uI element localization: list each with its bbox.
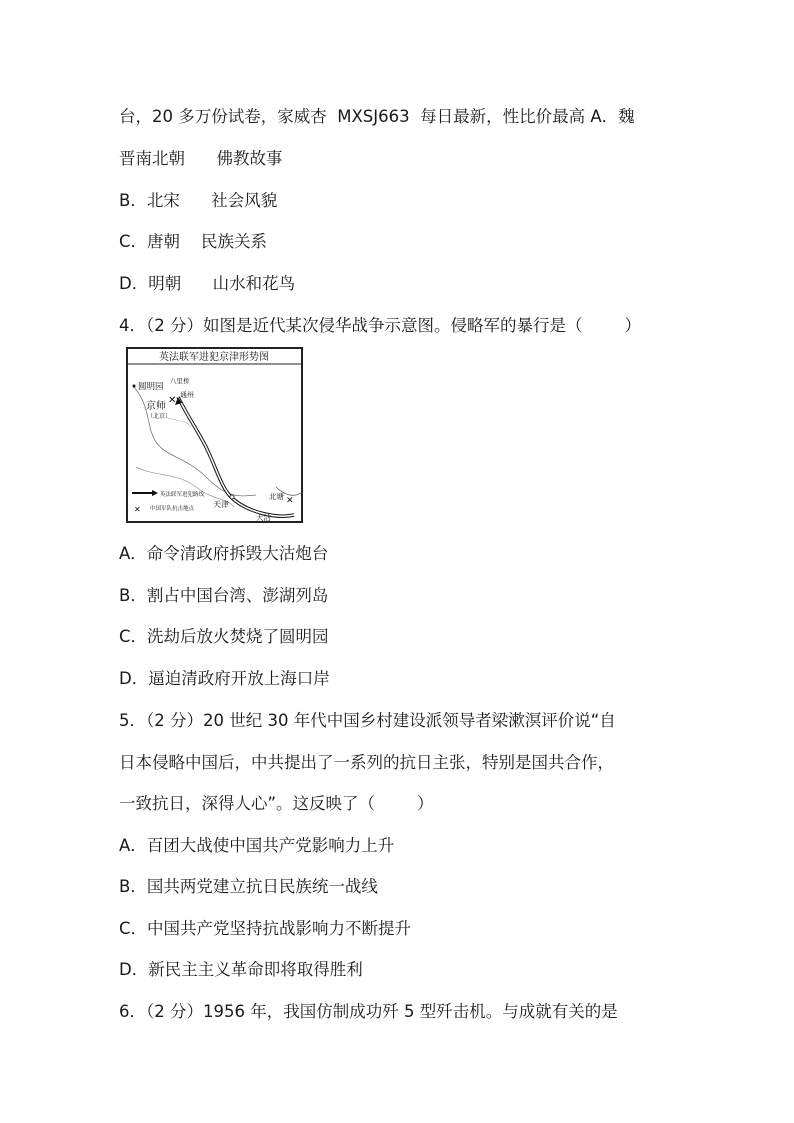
question-6-stem: 6．（2 分）1956 年，我国仿制成功歼 5 型歼击机。与成就有关的是: [119, 1002, 618, 1021]
question-5-stem-2: 日本侵略中国后，中共提出了一系列的抗日主张，特别是国共合作，: [119, 753, 614, 772]
option-c-q5: C．中国共产党坚持抗战影响力不断提升: [119, 919, 412, 938]
legend-resist-label: 中国军队抗击地点: [150, 506, 195, 512]
option-b-q5: B．国共两党建立抗日民族统一战线: [119, 877, 378, 896]
label-beijing-note: （北京）: [147, 413, 172, 420]
label-baliqiao: 八里桥: [170, 377, 190, 385]
map-title: 英法联军进犯京津形势图: [159, 352, 269, 363]
question-4-stem: 4．（2 分）如图是近代某次侵华战争示意图。侵略军的暴行是（ ）: [119, 316, 641, 335]
option-a-q4: A．命令清政府拆毁大沽炮台: [119, 544, 329, 563]
option-a-q5: A．百团大战使中国共产党影响力上升: [119, 836, 395, 855]
legend-route-label: 英法联军进犯路线: [160, 492, 205, 498]
battle-mark: ✕: [168, 395, 177, 406]
option-b-q4: B．割占中国台湾、澎湖列岛: [119, 586, 329, 605]
war-map-figure: [126, 347, 303, 523]
city-dot: [230, 495, 234, 499]
label-beitang: 北塘: [269, 492, 284, 501]
label-tianjin: 天津: [213, 500, 229, 509]
option-d-q3: D．明朝 山水和花鸟: [119, 274, 296, 293]
city-dot: [133, 385, 136, 388]
label-dagu: 大沽: [256, 513, 271, 522]
option-c-q4: C．洗劫后放火焚烧了圆明园: [119, 627, 329, 646]
option-d-q5: D．新民主主义革命即将取得胜利: [119, 960, 363, 979]
battle-mark: ✕: [286, 496, 294, 506]
text-line-1: 台，20 多万份试卷，家威杏 MXSJ663 每日最新，性比价最高 A．魏: [119, 107, 635, 126]
label-jingshi: 京师: [146, 401, 166, 412]
label-tongzhou: 通州: [180, 391, 194, 399]
option-b-q3: B．北宋 社会风貌: [119, 191, 278, 210]
label-yuanmingyuan: 圆明园: [138, 382, 164, 392]
question-5-stem-1: 5．（2 分）20 世纪 30 年代中国乡村建设派领导者梁漱溟评价说“自: [119, 711, 616, 730]
question-5-stem-3: 一致抗日，深得人心”。这反映了（ ）: [119, 794, 434, 813]
option-c-q3: C．唐朝 民族关系: [119, 232, 268, 251]
legend-x-mark: ✕: [134, 505, 141, 514]
option-d-q4: D．逼迫清政府开放上海口岸: [119, 669, 330, 688]
text-line-2: 晋南北朝 佛教故事: [119, 149, 283, 168]
